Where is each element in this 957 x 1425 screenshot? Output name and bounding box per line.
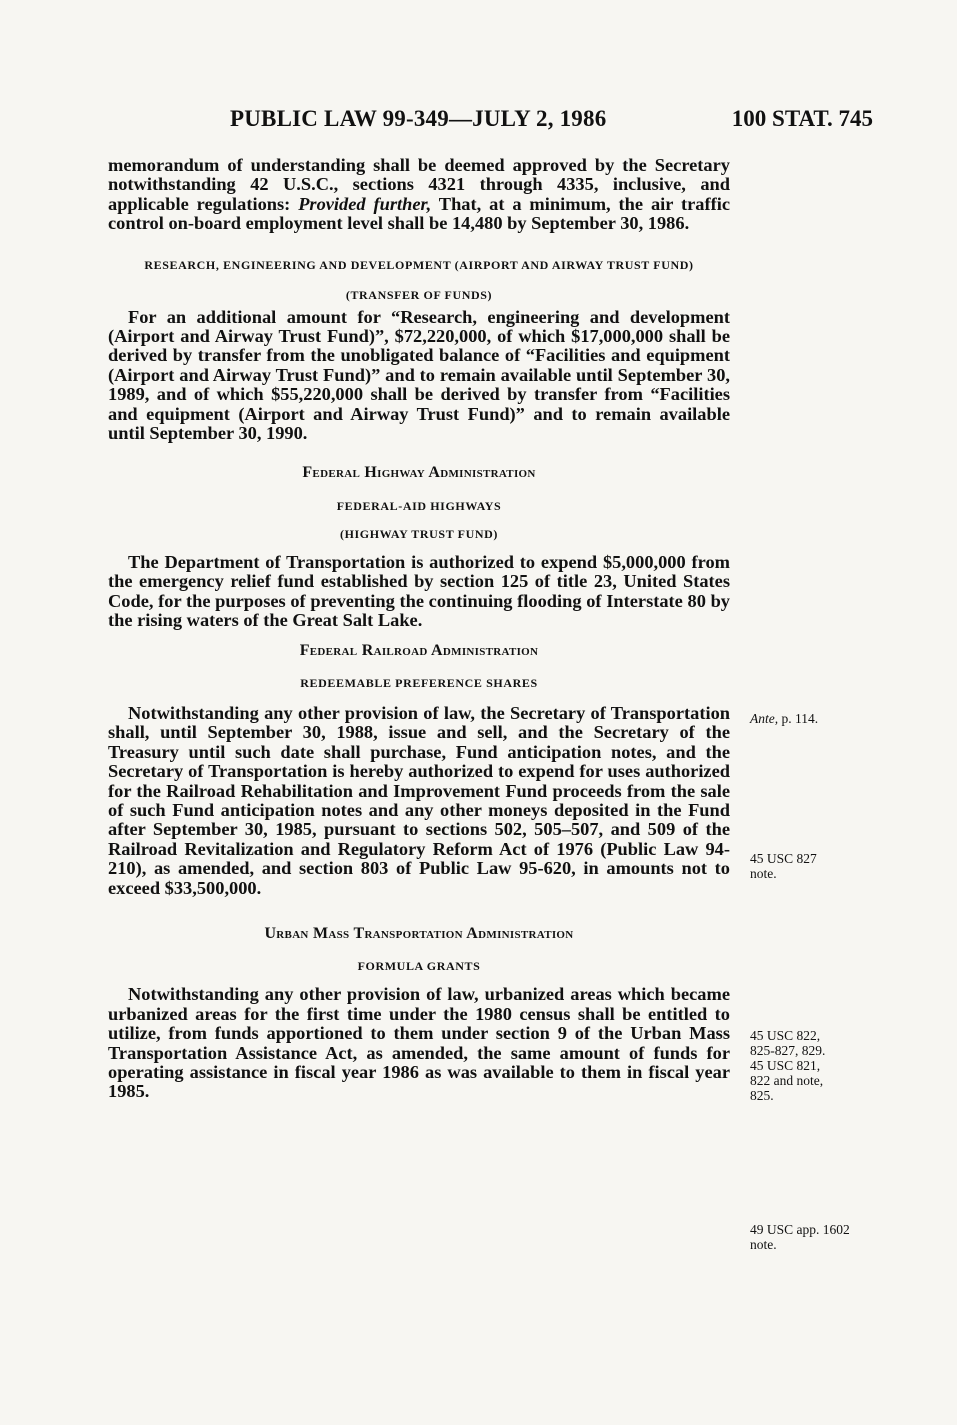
paragraph-text-end: That, at a minimum, the air traffic control on-board employment level shall be 14,480 by September 30, 1986. [108, 193, 730, 234]
heading-urban-mass-transportation: Urban Mass Transportation Administration [264, 924, 574, 942]
paragraph-urban-mass: Notwithstanding any other provision of law, urbanized areas which became urbanized areas for the first time under the 1980 census shall be entitled to utilize, from funds apportioned to them under section 9 of the Urban Mass Transportation Assistance Act, as amended, the same amount of funds for operating assistance in fiscal year 1986 as was available to them in fiscal year 1985. [108, 984, 730, 1102]
heading-federal-railroad-admin: Federal Railroad Administration [299, 641, 539, 659]
paragraph-highway: The Department of Transportation is authorized to expend $5,000,000 from the emergency relief fund established by section 125 of title 23, United States Code, for the purposes of preventing the continuing flooding of Interstate 80 by the rising waters of the Great Salt Lake. [108, 551, 730, 631]
margin-note-45-usc-822: 45 USC 822, 825-827, 829. 45 USC 821, 822 and note, 825. [750, 1028, 826, 1103]
stat-page-number: 100 STAT. 745 [731, 106, 873, 131]
heading-redeemable-preference-shares: REDEEMABLE PREFERENCE SHARES [300, 675, 538, 690]
page-header [0, 106, 957, 136]
paragraph-continuation [108, 156, 730, 234]
heading-research-engineering: RESEARCH, ENGINEERING AND DEVELOPMENT (AIRPORT AND AIRWAY TRUST FUND) [144, 257, 694, 272]
proviso-italic: Provided further, [298, 193, 432, 214]
heading-formula-grants: FORMULA GRANTS [357, 959, 481, 974]
running-title: PUBLIC LAW 99-349—JULY 2, 1986 [230, 106, 607, 131]
paragraph-research: For an additional amount for “Research, engineering and development (Airport and Airway Trust Fund)”, $72,220,000, of which $17,000,000 shall be derived by transfer from the unobligated balance of “Facilities and equipment (Airport and Airway Trust Fund)” and to remain available until September 30, 1989, and of which $55,220,000 shall be derived by transfer from “Facilities and equipment (Airport and Airway Trust Fund)” and to remain available until September 30, 1990. [108, 306, 730, 444]
margin-note-49-usc: 49 USC app. 1602 note. [750, 1222, 850, 1252]
body-text [108, 156, 730, 1102]
heading-highway-trust-fund: (HIGHWAY TRUST FUND) [339, 526, 499, 541]
heading-transfer-of-funds: (TRANSFER OF FUNDS) [345, 287, 493, 302]
paragraph-railroad: Notwithstanding any other provision of law, the Secretary of Transportation shall, until September 30, 1988, issue and sell, and the Secretary of the Treasury until such date shall purchase, Fund anticipation notes, and the Secretary of Transportation is hereby authorized to expend for uses authorized for the Railroad Rehabilitation and Improvement Fund proceeds from the sale of such Fund anticipation notes and any other moneys deposited in the Fund after September 30, 1985, pursuant to sections 502, 505–507, and 509 of the Railroad Revitalization and Regulatory Reform Act of 1976 (Public Law 94-210), as amended, and section 803 of Public Law 95-620, in amounts not to exceed $33,500,000. [108, 702, 730, 898]
heading-federal-aid-highways: FEDERAL-AID HIGHWAYS [336, 498, 502, 513]
margin-note-45-usc-827: 45 USC 827 note. [750, 851, 817, 881]
margin-note-ante: Ante, p. 114. [750, 711, 819, 726]
paragraph-text: memorandum of understanding shall be deemed approved by the Secretary notwithstanding 42 U.S.C., sections 4321 through 4335, inclusive, and applicable regulations: [108, 155, 730, 214]
heading-federal-highway-admin: Federal Highway Administration [302, 464, 536, 482]
